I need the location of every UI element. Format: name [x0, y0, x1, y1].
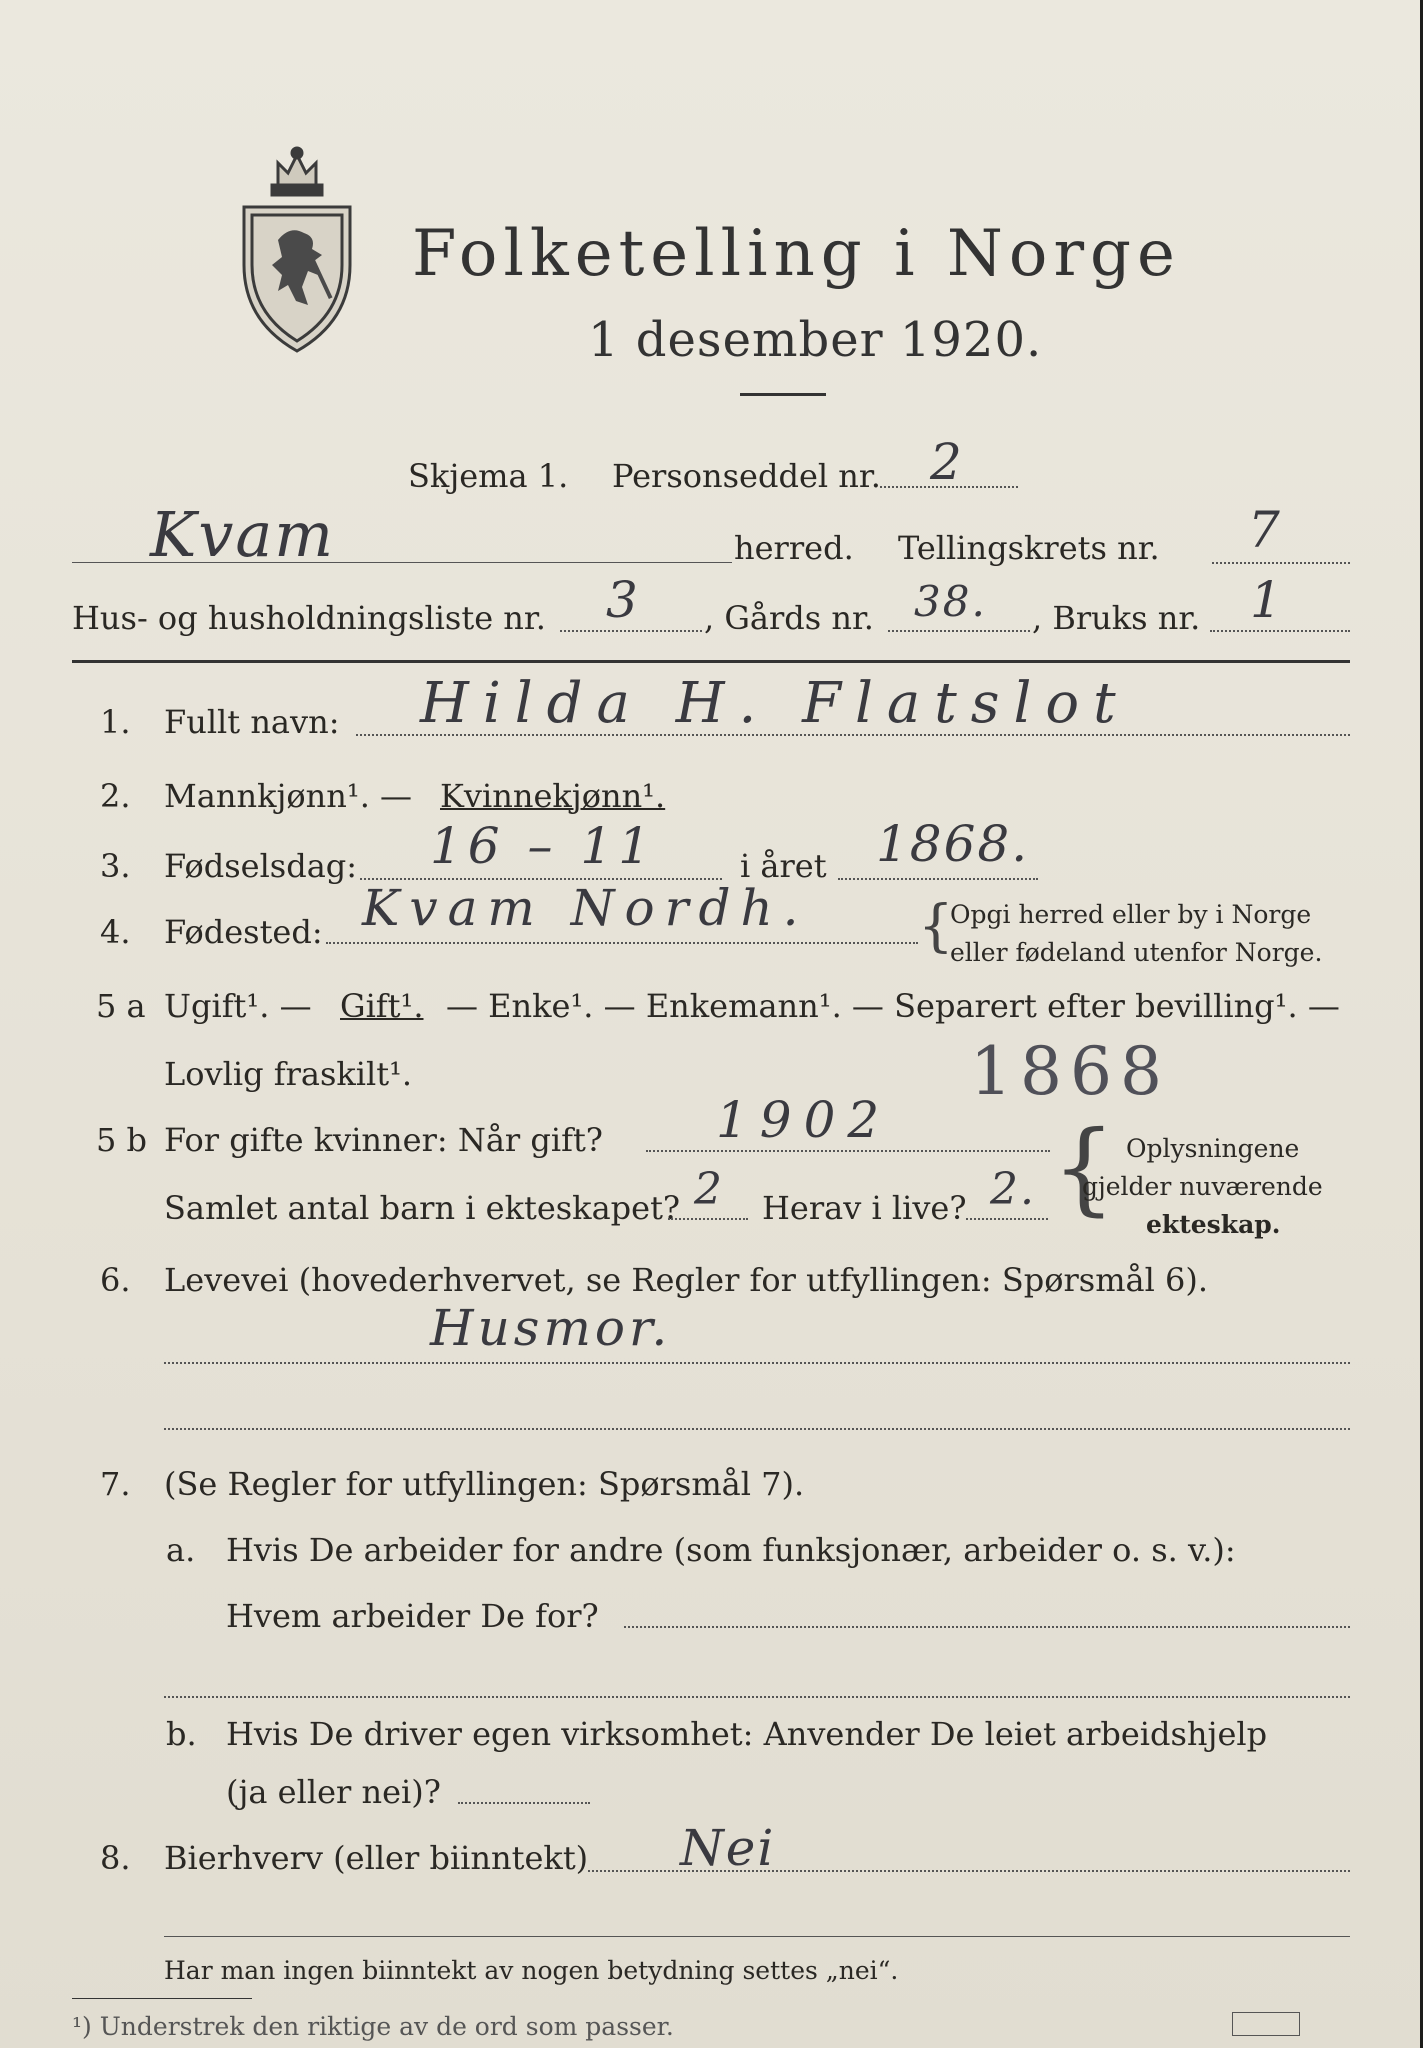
- q2-number: 2.: [100, 777, 131, 815]
- q5b-line: [646, 1150, 1050, 1152]
- q7b-label: b.: [166, 1715, 197, 1753]
- q5b-value[interactable]: 1902: [716, 1091, 892, 1149]
- q5a-other-options[interactable]: — Enke¹. — Enkemann¹. — Separert efter bevilling¹. —: [446, 987, 1340, 1025]
- q3-year-label: i året: [740, 847, 827, 885]
- gards-line: [888, 630, 1030, 632]
- q5b-note-line1: Oplysningene: [1126, 1134, 1300, 1163]
- q7a-line1: Hvis De arbeider for andre (som funksjonær, arbeider o. s. v.):: [226, 1531, 1236, 1569]
- q5a-fraskilt-option[interactable]: Lovlig fraskilt¹.: [164, 1055, 413, 1093]
- title-divider: [740, 393, 826, 396]
- q4-value[interactable]: Kvam Nordh.: [362, 879, 809, 937]
- q5b-children-line: [668, 1218, 748, 1220]
- q5b-number: 5 b: [96, 1121, 148, 1159]
- personseddel-value[interactable]: 2: [930, 433, 964, 491]
- q6-line-1: [164, 1362, 1350, 1364]
- q3-year-value[interactable]: 1868.: [876, 815, 1030, 873]
- q4-note-brace: {: [918, 894, 954, 959]
- q7a-label: a.: [166, 1531, 196, 1569]
- q6-value[interactable]: Husmor.: [430, 1299, 672, 1357]
- q1-label: Fullt navn:: [164, 703, 340, 741]
- q5a-margin-note: 1868: [970, 1033, 1170, 1110]
- q8-line-2: [164, 1936, 1350, 1937]
- q4-number: 4.: [100, 913, 131, 951]
- q5a-number: 5 a: [96, 987, 146, 1025]
- husliste-line: [560, 630, 702, 632]
- q7a-line2: Hvem arbeider De for?: [226, 1597, 599, 1635]
- tellingskrets-label: Tellingskrets nr.: [898, 529, 1160, 567]
- husliste-value[interactable]: 3: [606, 571, 640, 629]
- footer-note: Har man ingen biinntekt av nogen betydning settes „nei“.: [164, 1956, 899, 1985]
- q2-female-option[interactable]: Kvinnekjønn¹.: [440, 777, 666, 815]
- q7-number: 7.: [100, 1465, 131, 1503]
- q5b-children-label: Samlet antal barn i ekteskapet?: [164, 1189, 681, 1227]
- q7b-line1: Hvis De driver egen virksomhet: Anvender De leiet arbeidshjelp: [226, 1715, 1268, 1753]
- herred-label: herred.: [734, 529, 854, 567]
- printer-stamp: [1232, 2012, 1300, 2036]
- q8-label: Bierhverv (eller biinntekt): [164, 1839, 589, 1877]
- q5b-note-line3: ekteskap.: [1146, 1210, 1281, 1239]
- q5a-ugift-option[interactable]: Ugift¹. —: [164, 987, 312, 1025]
- skjema-label: Skjema 1.: [408, 457, 569, 495]
- q7-label: (Se Regler for utfyllingen: Spørsmål 7).: [164, 1465, 805, 1503]
- q5b-children-value[interactable]: 2: [694, 1164, 724, 1215]
- q8-number: 8.: [100, 1839, 131, 1877]
- q1-value[interactable]: Hilda H. Flatslot: [420, 671, 1130, 736]
- q7b-answer-line: [458, 1802, 590, 1804]
- bruks-value[interactable]: 1: [1250, 571, 1284, 629]
- footnote-divider: [72, 1998, 252, 1999]
- q5b-note-line2: gjelder nuværende: [1082, 1172, 1323, 1201]
- q5a-gift-option[interactable]: Gift¹.: [340, 987, 424, 1025]
- gards-value[interactable]: 38.: [914, 577, 987, 626]
- q4-note-line2: eller fødeland utenfor Norge.: [950, 938, 1323, 967]
- section-divider: [72, 660, 1350, 663]
- q7a-answer-line-2: [164, 1696, 1350, 1698]
- q5b-alive-line: [966, 1218, 1048, 1220]
- coat-of-arms-icon: [238, 145, 356, 355]
- q6-line-2: [164, 1428, 1350, 1430]
- bruks-label: , Bruks nr.: [1032, 599, 1201, 637]
- q3-year-line: [838, 878, 1038, 880]
- q6-number: 6.: [100, 1261, 131, 1299]
- q5b-note-brace: {: [1052, 1109, 1116, 1226]
- form-date: 1 desember 1920.: [588, 312, 1043, 368]
- q7b-line2: (ja eller nei)?: [226, 1773, 441, 1811]
- bruks-line: [1210, 630, 1350, 632]
- tellingskrets-value[interactable]: 7: [1248, 501, 1282, 559]
- q3-label: Fødselsdag:: [164, 847, 358, 885]
- gards-label: , Gårds nr.: [704, 599, 874, 637]
- q4-line: [326, 942, 918, 944]
- footnote: ¹) Understrek den riktige av de ord som passer.: [72, 2012, 674, 2041]
- q5b-alive-label: Herav i live?: [762, 1189, 967, 1227]
- q3-value[interactable]: 16 – 11: [430, 817, 657, 875]
- husliste-label: Hus- og husholdningsliste nr.: [72, 599, 546, 637]
- tellingskrets-line: [1212, 562, 1350, 564]
- q4-note-line1: Opgi herred eller by i Norge: [950, 900, 1312, 929]
- q5b-alive-value[interactable]: 2.: [990, 1164, 1036, 1215]
- q2-male-option[interactable]: Mannkjønn¹. —: [164, 777, 413, 815]
- q1-number: 1.: [100, 703, 131, 741]
- q8-value[interactable]: Nei: [680, 1819, 776, 1877]
- q3-number: 3.: [100, 847, 131, 885]
- q6-label: Levevei (hovederhvervet, se Regler for utfyllingen: Spørsmål 6).: [164, 1261, 1209, 1299]
- personseddel-label: Personseddel nr.: [612, 457, 881, 495]
- q5b-label: For gifte kvinner: Når gift?: [164, 1121, 603, 1159]
- q7a-answer-line: [624, 1626, 1350, 1628]
- herred-value[interactable]: Kvam: [150, 498, 336, 571]
- form-title: Folketelling i Norge: [412, 217, 1181, 291]
- q4-label: Fødested:: [164, 913, 323, 951]
